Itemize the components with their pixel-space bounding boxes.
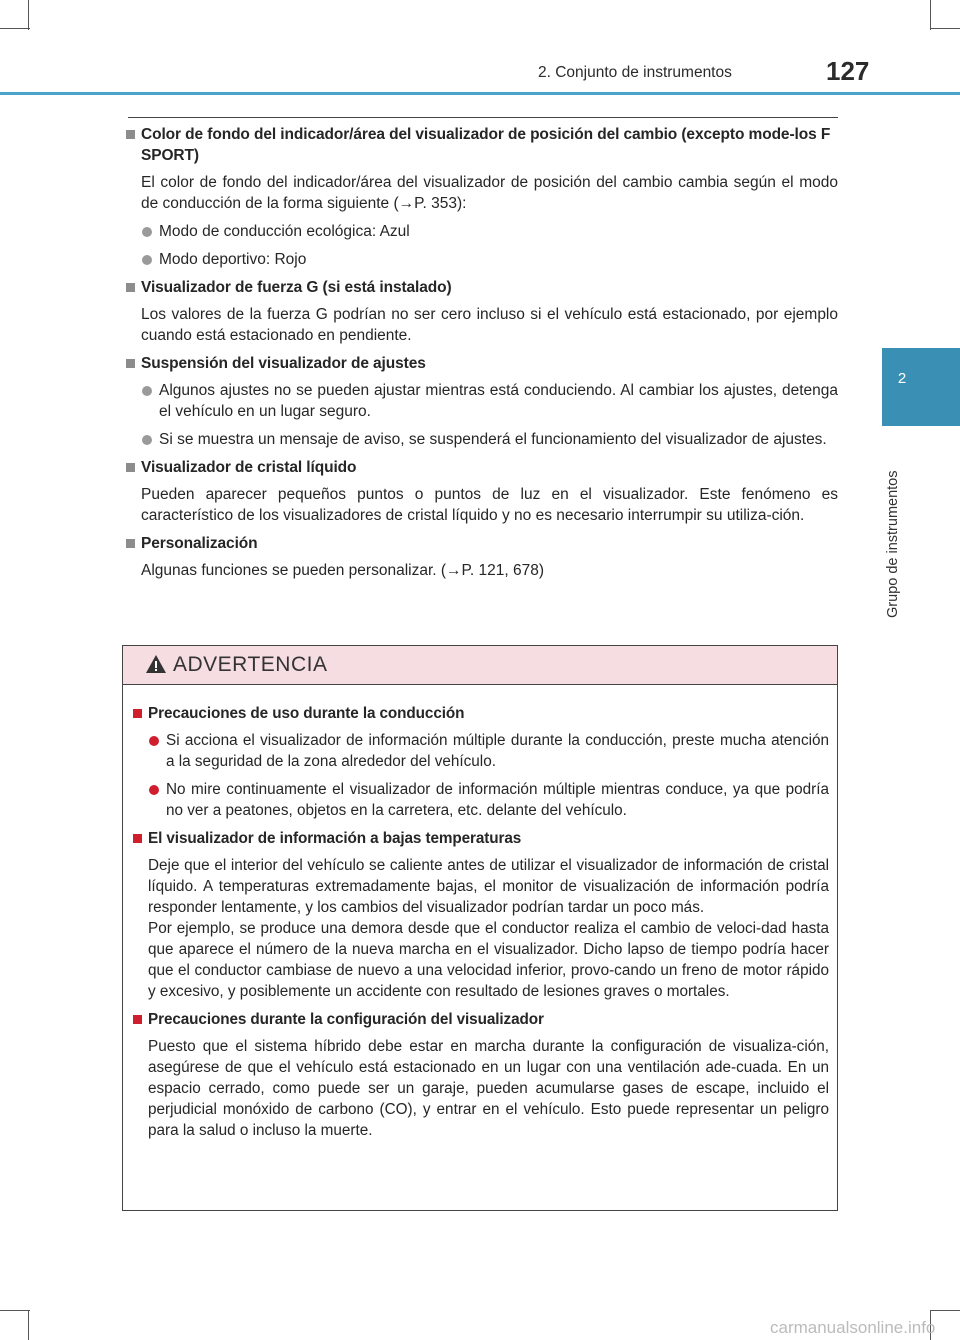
round-bullet-icon [142, 386, 152, 396]
section-lcd [124, 457, 838, 526]
crop-mark [0, 1310, 30, 1311]
watermark: carmanualsonline.info [770, 1318, 936, 1337]
crop-mark [930, 1310, 960, 1311]
chapter-tab-number: 2 [897, 370, 907, 387]
chapter-tab-label: Grupo de instrumentos [885, 470, 901, 618]
section-paragraph: Algunas funciones se pueden personalizar. (→P. 121, 678) [141, 562, 544, 579]
square-bullet-icon [126, 130, 135, 139]
square-bullet-icon [126, 463, 135, 472]
crop-mark [28, 0, 29, 30]
section-background-color [124, 124, 838, 270]
round-bullet-icon [149, 736, 159, 746]
warning-paragraph: Puesto que el sistema híbrido debe estar en marcha durante la configuración de visualiza-ción, asegúrese de que el vehículo está estacionado en un lugar con una ventilación ade-cuada. En un espacio cerrado, como puede ser un garaje, pueden acumularse gases de escape, incluido el perjudicial monóxido de carbono (CO), y entrar en el vehículo. Esto puede representar un peligro para la salud o incluso la muerte. [148, 1038, 829, 1139]
list-item: No mire continuamente el visualizador de información múltiple mientras conduce, ya que podría no ver a peatones, objetos en la carretera, etc. delante del vehículo. [131, 779, 829, 821]
square-bullet-icon [126, 359, 135, 368]
warning-heading: Precauciones de uso durante la conducción [131, 703, 829, 724]
warning-paragraph: Deje que el interior del vehículo se caliente antes de utilizar el visualizador de información de cristal líquido. A temperaturas extremadamente bajas, el monitor de visualización de información podría responder lentamente, y los cambios del visualizador podrían tardar un poco más. [148, 857, 829, 916]
list-item: Si se muestra un mensaje de aviso, se suspenderá el funcionamiento del visualizador de ajustes. [124, 429, 838, 450]
square-bullet-icon [126, 283, 135, 292]
content-rule [128, 117, 838, 118]
page-number: 127 [826, 56, 870, 86]
section-title: 2. Conjunto de instrumentos [538, 64, 732, 81]
section-heading: Personalización [124, 533, 838, 554]
section-paragraph: Pueden aparecer pequeños puntos o puntos de luz en el visualizador. Este fenómeno es característico de los visualizadores de cristal líquido y no es necesario interrumpir su utiliza-ción. [141, 486, 838, 524]
warning-heading: Precauciones durante la configuración del visualizador [131, 1009, 829, 1030]
round-bullet-icon [142, 435, 152, 445]
warning-heading: El visualizador de información a bajas temperaturas [131, 828, 829, 849]
section-heading: Color de fondo del indicador/área del visualizador de posición del cambio (excepto mode-los F SPORT) [124, 124, 838, 166]
list-item: Si acciona el visualizador de información múltiple durante la conducción, preste mucha atención a la seguridad de la zona alrededor del vehículo. [131, 730, 829, 772]
list-item: Modo deportivo: Rojo [124, 249, 838, 270]
main-content [124, 124, 838, 588]
section-customization [124, 533, 838, 581]
crop-mark [930, 28, 960, 29]
section-g-force [124, 277, 838, 346]
list-item: Modo de conducción ecológica: Azul [124, 221, 838, 242]
square-bullet-icon [126, 539, 135, 548]
section-heading: Visualizador de fuerza G (si está instalado) [124, 277, 838, 298]
crop-mark [0, 28, 30, 29]
warning-triangle-icon [145, 654, 167, 674]
section-settings-suspension [124, 353, 838, 450]
section-heading: Visualizador de cristal líquido [124, 457, 838, 478]
square-bullet-icon [133, 709, 142, 718]
round-bullet-icon [142, 227, 152, 237]
square-bullet-icon [133, 834, 142, 843]
section-paragraph: Los valores de la fuerza G podrían no ser cero incluso si el vehículo está estacionado, por ejemplo cuando está estacionado en pendiente. [141, 306, 838, 344]
crop-mark [930, 0, 931, 30]
warning-box [122, 645, 838, 1211]
section-heading: Suspensión del visualizador de ajustes [124, 353, 838, 374]
list-item: Algunos ajustes no se pueden ajustar mientras está conduciendo. Al cambiar los ajustes, detenga el vehículo en un lugar seguro. [124, 380, 838, 422]
warning-paragraph: Por ejemplo, se produce una demora desde que el conductor realiza el cambio de veloci-dad hasta que aparece el número de la nueva marcha en el visualizador. Dicho lapso de tiempo podría hacer que el conductor cambiase de nuevo a una velocidad inferior, provo-cando un freno de motor rápido y excesivo, y posiblemente un accidente con resultado de lesiones graves o mortales. [148, 920, 829, 1000]
chapter-tab [882, 348, 960, 426]
header-divider [0, 92, 960, 95]
section-paragraph: El color de fondo del indicador/área del visualizador de posición del cambio cambia según el modo de conducción de la forma siguiente (→P. 353): [141, 174, 838, 212]
warning-title: ADVERTENCIA [173, 653, 328, 676]
warning-header [123, 646, 837, 685]
round-bullet-icon [149, 785, 159, 795]
crop-mark [28, 1310, 29, 1340]
round-bullet-icon [142, 255, 152, 265]
square-bullet-icon [133, 1015, 142, 1024]
warning-body [123, 685, 837, 1141]
